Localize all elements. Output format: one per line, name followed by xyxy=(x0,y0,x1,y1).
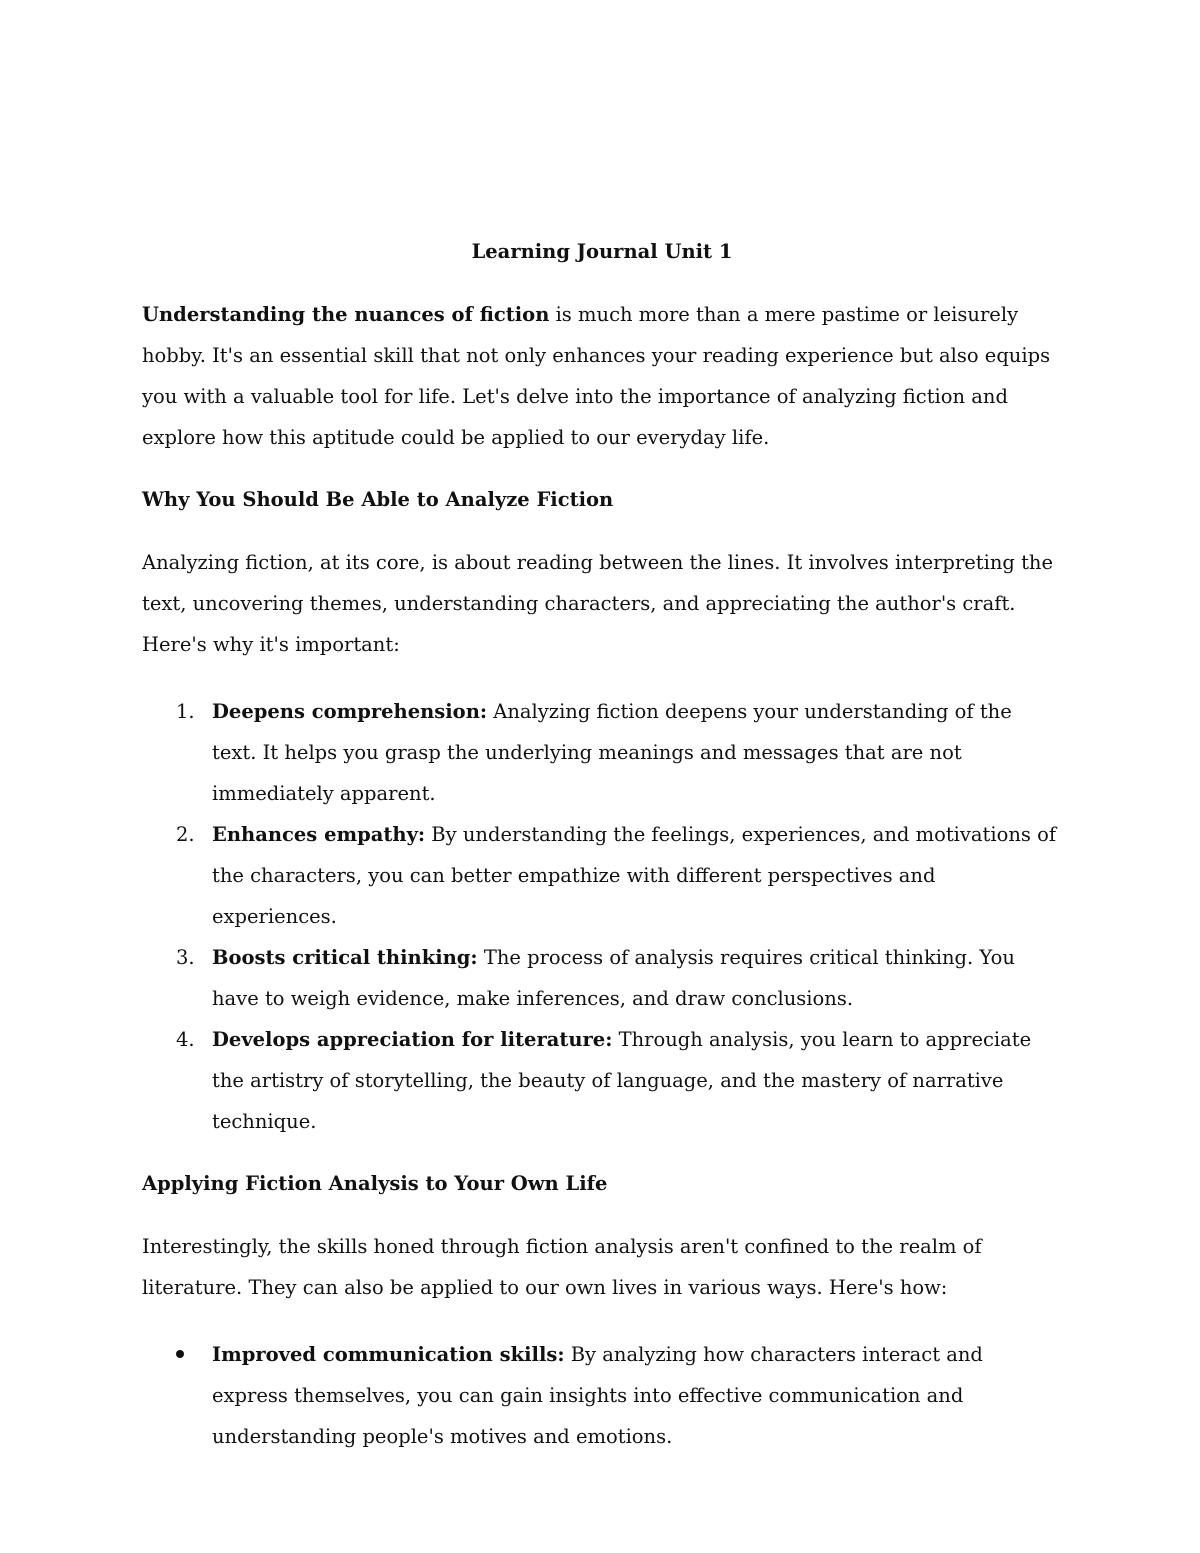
list-item-text: Analyzing fiction deepens your understanding of the text. It helps you grasp the underlying meanings and messages that are not immediately apparent. xyxy=(212,700,1012,805)
section-heading-apply: Applying Fiction Analysis to Your Own Life xyxy=(142,1172,608,1195)
list-number: 4. xyxy=(176,1028,195,1051)
list-item-text: The process of analysis requires critical thinking. You have to weigh evidence, make inferences, and draw conclusions. xyxy=(212,946,1015,1010)
list-item xyxy=(142,937,1062,1019)
list-item-label: Develops appreciation for literature: xyxy=(212,1028,613,1051)
list-number: 3. xyxy=(176,946,195,969)
list-item-text: Through analysis, you learn to appreciate the artistry of storytelling, the beauty of language, and the mastery of narrative technique. xyxy=(212,1028,1032,1133)
bullet-icon xyxy=(176,1350,184,1358)
list-item-label: Enhances empathy: xyxy=(212,823,426,846)
list-item xyxy=(142,1334,1062,1457)
document-title: Learning Journal Unit 1 xyxy=(471,240,733,263)
list-item-label: Deepens comprehension: xyxy=(212,700,488,723)
list-number: 1. xyxy=(176,700,195,723)
intro-text: is much more than a mere pastime or leisurely hobby. It's an essential skill that not only enhances your reading experience but also equips you with a valuable tool for life. Let's delve into the importance of analyzing fiction and explore how this aptitude could be applied to our everyday life. xyxy=(142,303,1051,449)
list-item-text: By analyzing how characters interact and express themselves, you can gain insights into effective communication and understanding people's motives and emotions. xyxy=(212,1343,983,1448)
list-item xyxy=(142,1019,1062,1142)
document-page xyxy=(142,236,1062,1483)
numbered-list xyxy=(142,691,1062,1142)
list-item xyxy=(142,691,1062,814)
bullet-list xyxy=(142,1334,1062,1457)
section-paragraph-analyze: Analyzing fiction, at its core, is about reading between the lines. It involves interpreting the text, uncovering themes, understanding characters, and appreciating the author's craft. Here's why it's important: xyxy=(142,551,1054,656)
list-item-text: By understanding the feelings, experiences, and motivations of the characters, you can better empathize with different perspectives and experiences. xyxy=(212,823,1057,928)
list-number: 2. xyxy=(176,823,195,846)
list-item xyxy=(142,814,1062,937)
section-heading-analyze: Why You Should Be Able to Analyze Fiction xyxy=(142,488,614,511)
intro-bold-phrase: Understanding the nuances of fiction xyxy=(142,303,550,326)
list-item-label: Improved communication skills: xyxy=(212,1343,565,1366)
section-paragraph-apply: Interestingly, the skills honed through fiction analysis aren't confined to the realm of literature. They can also be applied to our own lives in various ways. Here's how: xyxy=(142,1235,982,1299)
list-item-label: Boosts critical thinking: xyxy=(212,946,478,969)
intro-paragraph xyxy=(142,294,1062,458)
